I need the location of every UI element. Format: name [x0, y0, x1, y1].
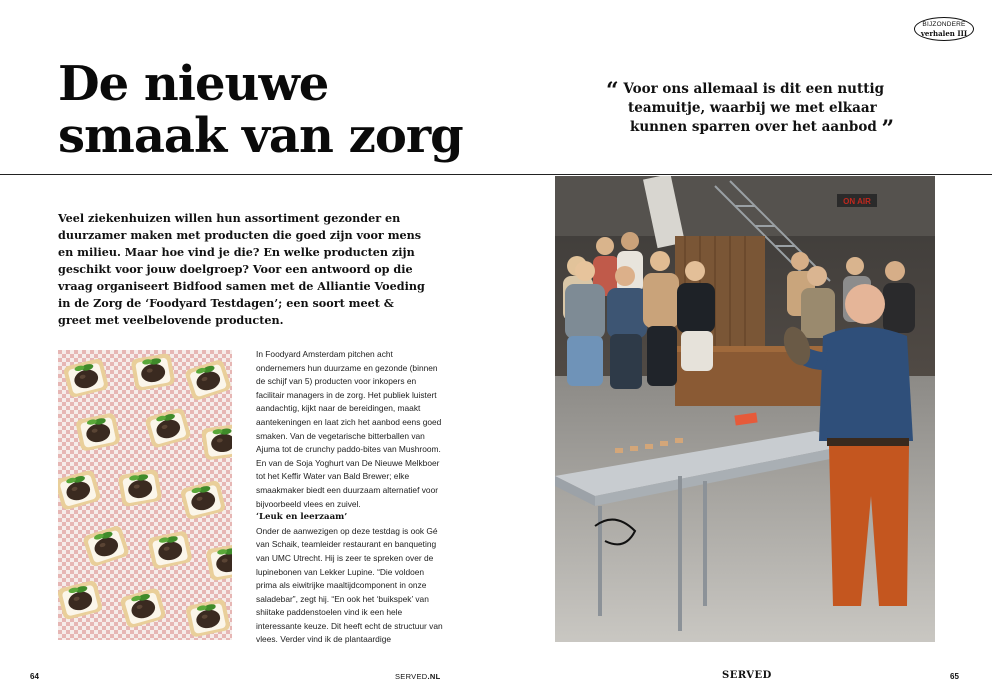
food-photo: [58, 350, 232, 640]
event-photo: [555, 176, 935, 642]
open-quote-mark: “: [606, 78, 619, 104]
quote-line2: teamuitje, waarbij we met elkaar: [628, 100, 877, 116]
badge-line1: BIJZONDERE: [922, 21, 966, 28]
quote-line3: [606, 116, 896, 142]
pull-quote: [606, 78, 896, 142]
body-paragraph-2: Onder de aanwezigen op deze testdag is ook Gé van Schaik, teamleider restaurant en banqueting van UMC Utrecht. Hij is zeer te spreken over de lupinebonen van Lekker Lupine. “Die voldoen prima als eiwitrijke maaltijdcomponent in onze saladebar”, zegt hij. “En ook het ‘buikspek’ van shiitake paddenstoelen vind ik een hele interessante keuze. Dit heeft echt de structuur van vlees. Verder vind ik de plantaardige: [256, 525, 443, 645]
presentation-scene-image: [555, 176, 935, 642]
body-text: [256, 348, 444, 647]
close-quote-mark: ”: [881, 116, 895, 142]
served-left-name: SERVED: [395, 672, 428, 681]
page-number-right: 65: [950, 672, 959, 681]
served-left-tld: .NL: [427, 672, 441, 681]
badge-line2: verhalen III: [920, 29, 968, 38]
on-air-sign: ON AIR: [843, 197, 871, 206]
page-number-left: 64: [30, 672, 39, 681]
served-website-label: [395, 672, 441, 681]
quote-line1-text: Voor ons allemaal is dit een nuttig: [623, 81, 885, 97]
section-badge: [914, 17, 974, 41]
quote-line1: [606, 78, 896, 104]
subheading: ‘Leuk en leerzaam’: [256, 512, 348, 523]
quote-line3-text: kunnen sparren over het aanbod: [630, 119, 877, 135]
title-line1: De nieuwe: [58, 56, 329, 112]
toast-appetizers-image: [58, 350, 232, 640]
title-line2: smaak van zorg: [58, 108, 463, 164]
intro-paragraph: Veel ziekenhuizen willen hun assortiment gezonder en duurzamer maken met producten die goed zijn voor mens en milieu. Maar hoe vind je die? En welke producten zijn geschikt voor jouw doelgroep? Voor een antwoord op die vraag organiseert Bidfood samen met de Alliantie Voeding in de Zorg de ‘Foodyard Testdagen’; een soort meet & greet met veelbelovende producten.: [58, 211, 425, 327]
body-paragraph-1: In Foodyard Amsterdam pitchen acht ondernemers hun duurzame en gezonde (binnen de schijf van 5) producten voor inkopers en facilitair managers in de zorg. Het publiek luistert aandachtig, kijkt naar de bereidingen, maakt aantekeningen en laat zich het aanbod eens goed smaken. Van de vegetarische bitterballen van Ajuma tot de crunchy paddo-bites van Mushroom. En van de Soja Yoghurt van De Nieuwe Melkboer tot het Keffir Water van Bald Brewer; elke smaakmaker biedt een duurzaam alternatief voor bijvoorbeeld vlees en zuivel.: [256, 349, 442, 509]
article-title: [58, 58, 478, 162]
served-logo: SERVED: [722, 670, 772, 681]
header-divider: [0, 174, 992, 175]
